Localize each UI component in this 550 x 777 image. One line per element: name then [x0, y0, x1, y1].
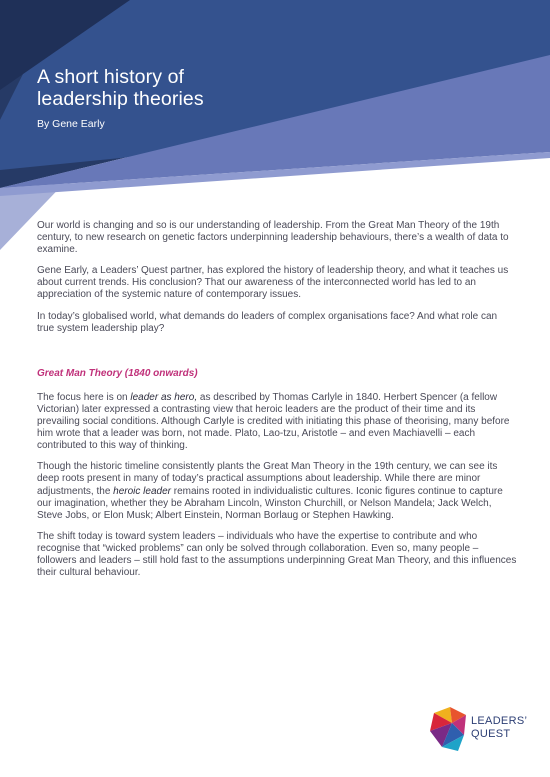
intro-paragraph-1: Our world is changing and so is our understanding of leadership. From the Great Man Theory of the 19th century, to new research on genetic factors underpinning leadership behaviours, there’s a wealth of data to examine. — [37, 220, 509, 256]
title-line-2: leadership theories — [37, 88, 204, 110]
p1-text-b: as described by Thomas Carlyle in 1840. Herbert Spencer (a fellow Victorian) later expressed a contrasting view that heroic leaders are the product of their time and its prevailing social conditions. Although Carlyle is credited with initiating this phase of theorising, many before him wrote that a leader was born, not made. Plato, Lao-tzu, Aristotle – and even Machiavelli – each contributed to this way of thinking. — [37, 391, 510, 452]
logo-mark-icon — [428, 707, 468, 751]
section-paragraph-2 — [37, 461, 517, 521]
p2-text-b: remains rooted in individualistic cultures. Iconic figures continue to capture our imagination, whether they be Abraham Lincoln, Winston Churchill, or Nelson Mandela; Jack Welch, Steve Jobs, or Elon Musk; Albert Einstein, Norman Borlaug or Stephen Hawking. — [37, 485, 503, 521]
leaders-quest-logo — [428, 705, 538, 753]
section-paragraph-1 — [37, 392, 517, 452]
p2-text-a: Though the historic timeline consistently plants the Great Man Theory in the 19th century, we can see its deep roots present in many of today’s practical assumptions about leadership. While there are minor adjustments, the — [37, 461, 498, 497]
intro-paragraph-2: Gene Early, a Leaders’ Quest partner, has explored the history of leadership theory, and what it teaches us about current trends. His conclusion? That our awareness of the interconnected world has led to an appreciation of the systemic nature of contemporary issues. — [37, 265, 509, 301]
section-paragraph-3: The shift today is toward system leaders – individuals who have the expertise to contribute and who recognise that “wicked problems” can only be solved through collaboration. Even so, many people – followers and leaders – still hold fast to the assumptions underpinning Great Man Theory, and this influences their cultural behaviour. — [37, 530, 517, 579]
document-title — [37, 66, 204, 110]
p2-emphasis: heroic leader — [113, 485, 171, 497]
p1-emphasis: leader as hero, — [130, 391, 198, 403]
title-line-1: A short history of — [37, 66, 185, 88]
intro-paragraph-3: In today’s globalised world, what demands do leaders of complex organisations face? And what role can true system leadership play? — [37, 310, 498, 334]
logo-text-line-1: LEADERS’ — [471, 715, 528, 727]
section-heading: Great Man Theory (1840 onwards) — [37, 367, 198, 379]
logo-text-line-2: QUEST — [471, 728, 511, 740]
p1-text-a: The focus here is on — [37, 391, 131, 403]
author-byline: By Gene Early — [37, 118, 105, 130]
article-body — [37, 220, 517, 588]
